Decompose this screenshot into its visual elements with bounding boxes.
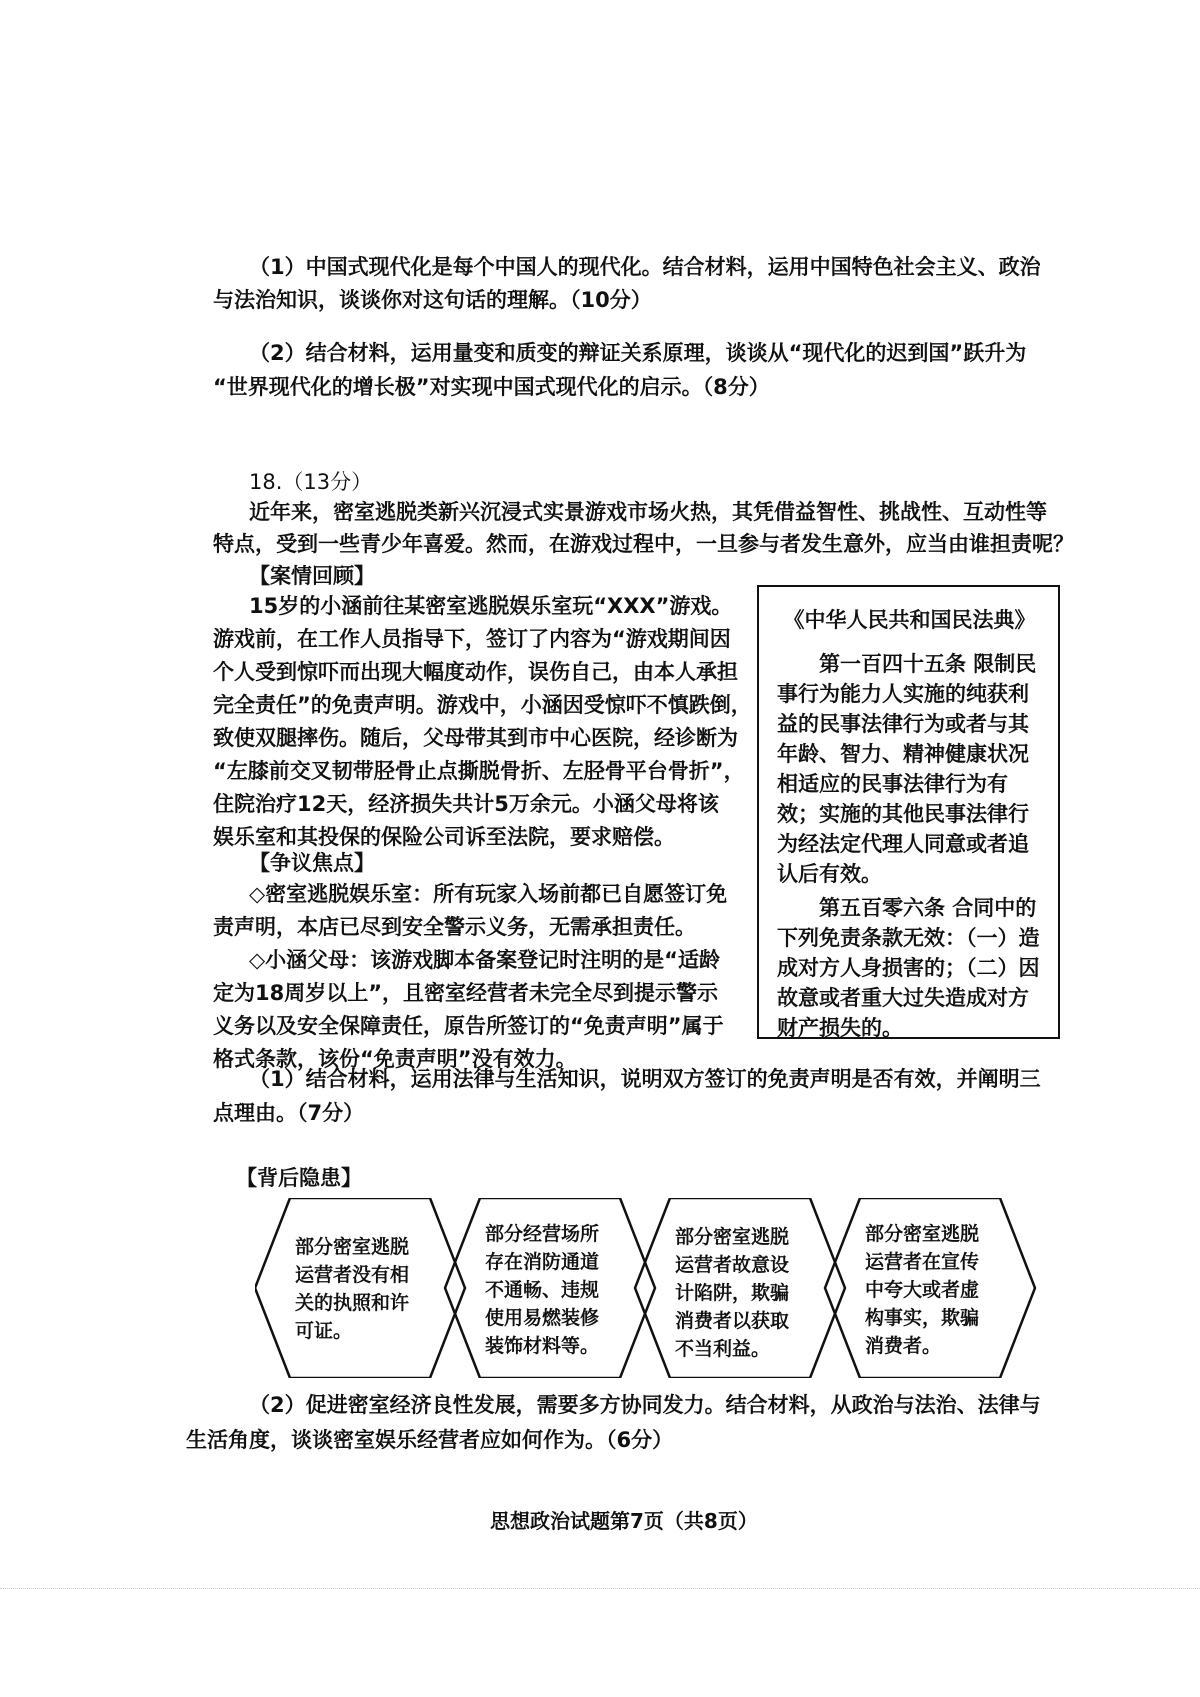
civil-code-box <box>757 585 1060 1039</box>
q18-intro-line2: 特点，受到一些青少年喜爱。然而，在游戏过程中，一旦参与者发生意外，应当由谁担责呢？ <box>213 532 1074 556</box>
dispute-line: 义务以及安全保障责任，原告所签订的“免责声明”属于 <box>213 1014 724 1038</box>
case-line: 游戏前，在工作人员指导下，签订了内容为“游戏期间因 <box>213 627 731 651</box>
q17-sub1-line2: 与法治知识，谈谈你对这句话的理解。（10分） <box>213 288 652 312</box>
q18-sub2-line2: 生活角度，谈谈密室娱乐经营者应如何作为。（6分） <box>186 1428 674 1452</box>
q18-sub2-line1: （2）促进密室经济良性发展，需要多方协同发力。结合材料，从政治与法治、法律与 <box>249 1393 1041 1417</box>
dispute-line: ◇小涵父母：该游戏脚本备案登记时注明的是“适龄 <box>249 948 720 972</box>
q17-sub2-line1: （2）结合材料，运用量变和质变的辩证关系原理，谈谈从“现代化的迟到国”跃升为 <box>249 341 1027 365</box>
case-line: 娱乐室和其投保的保险公司诉至法院，要求赔偿。 <box>213 825 675 849</box>
dispute-line: 责声明，本店已尽到安全警示义务，无需承担责任。 <box>213 915 696 939</box>
q18-sub1-line1: （1）结合材料，运用法律与生活知识，说明双方签订的免责声明是否有效，并阐明三 <box>249 1067 1041 1091</box>
case-line: 住院治疗12天，经济损失共计5万余元。小涵父母将该 <box>213 792 719 816</box>
case-heading: 【案情回顾】 <box>249 564 375 588</box>
case-line: 15岁的小涵前往某密室逃脱娱乐室玩“XXX”游戏。 <box>249 594 733 618</box>
q18-sub1-line2: 点理由。（7分） <box>213 1101 365 1125</box>
dispute-line: 定为18周岁以上”，且密室经营者未完全尽到提示警示 <box>213 981 719 1005</box>
dispute-text <box>213 879 753 1074</box>
page-footer: 思想政治试题第7页（共8页） <box>490 1509 758 1533</box>
q18-number: 18.（13分） <box>249 470 373 494</box>
dispute-line: 格式条款，该份“免责声明”没有效力。 <box>213 1047 577 1071</box>
hexagon-item-4: 部分密室逃脱运营者在宣传中夸大或者虚构事实，欺骗消费者。 <box>865 1223 980 1357</box>
case-line: “左膝前交叉韧带胫骨止点撕脱骨折、左胫骨平台骨折”， <box>213 759 745 783</box>
civil-code-article-506: 第五百零六条 合同中的下列免责条款无效：（一）造成对方人身损害的；（二）因故意或者重大过失造成对方财产损失的。 <box>777 896 1040 1040</box>
q17-sub2-line2: “世界现代化的增长极”对实现中国式现代化的启示。（8分） <box>213 375 770 399</box>
case-text <box>213 591 753 852</box>
hexagon-item-3: 部分密室逃脱运营者故意设计陷阱，欺骗消费者以获取不当利益。 <box>675 1226 790 1360</box>
q18-intro-line1: 近年来，密室逃脱类新兴沉浸式实景游戏市场火热，其凭借益智性、挑战性、互动性等 <box>249 500 1047 524</box>
case-line: 完全责任”的免责声明。游戏中，小涵因受惊吓不慎跌倒， <box>213 693 752 717</box>
civil-code-article-145: 第一百四十五条 限制民事行为能力人实施的纯获利益的民事法律行为或者与其年龄、智力、精神健康状况相适应的民事法律行为有效；实施的其他民事法律行为经法定代理人同意或者追认后有效。 <box>777 652 1037 886</box>
case-line: 个人受到惊吓而出现大幅度动作，误伤自己，由本人承担 <box>213 660 738 684</box>
q17-sub1-line1: （1）中国式现代化是每个中国人的现代化。结合材料，运用中国特色社会主义、政治 <box>249 255 1041 279</box>
case-line: 致使双腿摔伤。随后，父母带其到市中心医院，经诊断为 <box>213 726 738 750</box>
dispute-line: ◇密室逃脱娱乐室：所有玩家入场前都已自愿签订免 <box>249 882 728 906</box>
page-divider <box>0 1588 1200 1589</box>
hidden-danger-heading: 【背后隐患】 <box>236 1166 362 1190</box>
civil-code-title: 《中华人民共和国民法典》 <box>783 608 1036 632</box>
hexagon-item-1: 部分密室逃脱运营者没有相关的执照和许可证。 <box>295 1236 410 1342</box>
dispute-heading: 【争议焦点】 <box>249 851 375 875</box>
hexagon-item-2: 部分经营场所存在消防通道不通畅、违规使用易燃装修装饰材料等。 <box>485 1223 600 1357</box>
